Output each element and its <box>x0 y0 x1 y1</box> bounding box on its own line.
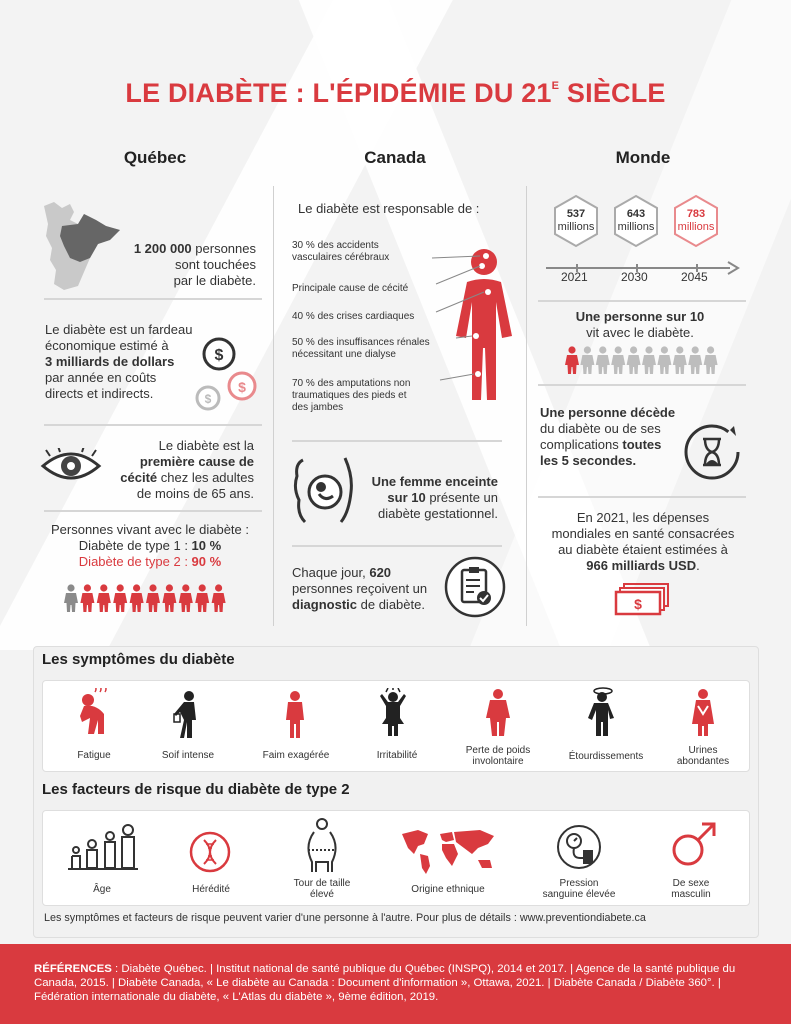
symptoms-title: Les symptômes du diabète <box>42 651 235 668</box>
risk-label-heredity: Hérédité <box>192 884 230 895</box>
people-one-in-ten-icons <box>565 346 721 376</box>
canada-diagnosis-text: Chaque jour, 620 personnes reçoivent un diagnostic de diabète. <box>292 565 428 612</box>
column-divider <box>526 186 527 626</box>
hunger-icon <box>282 690 308 740</box>
disclaimer-note: Les symptômes et facteurs de risque peuvent varier d'une personne à l'autre. Pour plus de détails : www.preventiondiabete.ca <box>44 912 646 924</box>
weight-loss-icon <box>484 688 512 738</box>
age-icon <box>68 822 138 870</box>
fatigue-icon <box>76 688 112 736</box>
column-heading-quebec: Québec <box>123 148 187 167</box>
divider <box>44 298 262 300</box>
svg-text:$: $ <box>238 379 246 395</box>
clipboard-check-icon <box>444 556 506 618</box>
references-text: : Diabète Québec. | Institut national de santé publique du Québec (INSPQ), 2014 et 2017. | Agence de la santé publique du Canada, 2015. | Diabète Canada, « Le diabète au Canada : Document d'information », Ottawa, 2021. | Diabète Canada / Diabète 360°. | Fédération internationale du diabète, « L'Atlas du diabète », 9ème édition, 2019. <box>34 963 736 1003</box>
symptom-label-thirst: Soif intense <box>161 750 215 761</box>
dizziness-icon <box>588 686 618 738</box>
svg-text:$: $ <box>214 347 224 364</box>
risk-label-waist: Tour de taille élevé <box>293 878 351 900</box>
symptom-label-dizziness: Étourdissements <box>568 751 644 762</box>
divider <box>292 545 502 547</box>
risk-label-blood-pressure: Pression sanguine élevée <box>542 878 616 900</box>
risk-factors-box <box>42 810 750 906</box>
quebec-types-text: Personnes vivant avec le diabète : Diabète de type 1 : 10 % Diabète de type 2 : 90 % <box>50 522 249 569</box>
timeline-year: 2045 <box>681 270 708 284</box>
human-body-figure <box>372 240 522 412</box>
page-title: LE DIABÈTE : L'ÉPIDÉMIE DU $21^E$ SIÈCLE <box>125 78 666 108</box>
divider <box>538 384 746 386</box>
divider <box>44 510 262 512</box>
male-symbol-icon <box>670 820 718 870</box>
pregnant-woman-icon <box>293 456 355 524</box>
world-spending-text: En 2021, les dépenses mondiales en santé consacrées au diabète étaient estimées à 966 milliards USD. <box>551 510 735 573</box>
timeline-year: 2021 <box>561 270 588 284</box>
symptom-label-fatigue: Fatigue <box>77 750 111 761</box>
waist-icon <box>304 818 340 874</box>
canada-stat-blindness: Principale cause de cécité <box>292 283 409 294</box>
divider <box>538 300 746 302</box>
eye-icon <box>40 448 102 484</box>
blood-pressure-icon <box>556 824 602 870</box>
canada-stat-heart: 40 % des crises cardiaques <box>292 311 415 322</box>
svg-text:$: $ <box>204 392 212 406</box>
symptom-label-hunger: Faim exagérée <box>262 750 330 761</box>
world-map-icon <box>398 826 498 876</box>
thirst-icon <box>172 690 202 740</box>
hexagon-value: 643 millions <box>617 208 655 233</box>
divider <box>44 424 262 426</box>
world-death-text: Une personne décède du diabète ou de ses complications toutes les 5 secondes. <box>540 405 676 468</box>
references-footer <box>0 944 791 1024</box>
quebec-blindness-text: Le diabète est la première cause de cécité chez les adultes de moins de 65 ans. <box>120 438 254 501</box>
world-one-in-ten-text: Une personne sur 10 vit avec le diabète. <box>575 309 705 340</box>
canada-stat-kidney: 50 % des insuffisances rénales nécessitant une dialyse <box>292 337 430 360</box>
quebec-map-icon <box>40 200 122 292</box>
canada-responsible-text: Le diabète est responsable de : <box>298 201 480 216</box>
divider <box>538 496 746 498</box>
hourglass-timer-icon <box>682 422 742 482</box>
risk-label-ethnicity: Origine ethnique <box>411 884 485 895</box>
symptom-label-irritability: Irritabilité <box>376 750 418 761</box>
people-ratio-icons <box>64 584 230 614</box>
dollar-coins-icon <box>192 336 262 412</box>
divider <box>292 440 502 442</box>
references-label: RÉFÉRENCES <box>34 963 112 975</box>
canada-stat-amputation: 70 % des amputations non traumatiques des pieds et des jambes <box>292 378 411 413</box>
urination-icon <box>690 688 716 738</box>
quebec-burden-text: Le diabète est un fardeau économique estimé à 3 milliards de dollars par année en coûts directs et indirects. <box>45 322 193 401</box>
column-heading-canada: Canada <box>364 148 426 167</box>
timeline-year: 2030 <box>621 270 648 284</box>
canada-stat-stroke: 30 % des accidents vasculaires cérébraux <box>292 240 390 263</box>
svg-text:$: $ <box>634 596 642 612</box>
risk-factors-title: Les facteurs de risque du diabète de type 2 <box>42 781 350 798</box>
risk-label-age: Âge <box>93 884 111 895</box>
money-bills-icon <box>614 582 672 618</box>
hexagon-value: 537 millions <box>557 208 595 233</box>
risk-label-male: De sexe masculin <box>671 878 711 900</box>
symptom-label-weight-loss: Perte de poids involontaire <box>465 745 531 767</box>
canada-pregnancy-text: Une femme enceinte sur 10 présente un diabète gestationnel. <box>371 474 498 521</box>
irritability-icon <box>378 688 408 738</box>
heredity-dna-icon <box>188 830 232 874</box>
hexagon-value: 783 millions <box>677 208 715 233</box>
symptom-label-urination: Urines abondantes <box>676 745 730 767</box>
quebec-people-text: 1 200 000 personnes sont touchées par le diabète. <box>133 241 256 288</box>
column-divider <box>273 186 274 626</box>
column-heading-monde: Monde <box>615 148 671 167</box>
